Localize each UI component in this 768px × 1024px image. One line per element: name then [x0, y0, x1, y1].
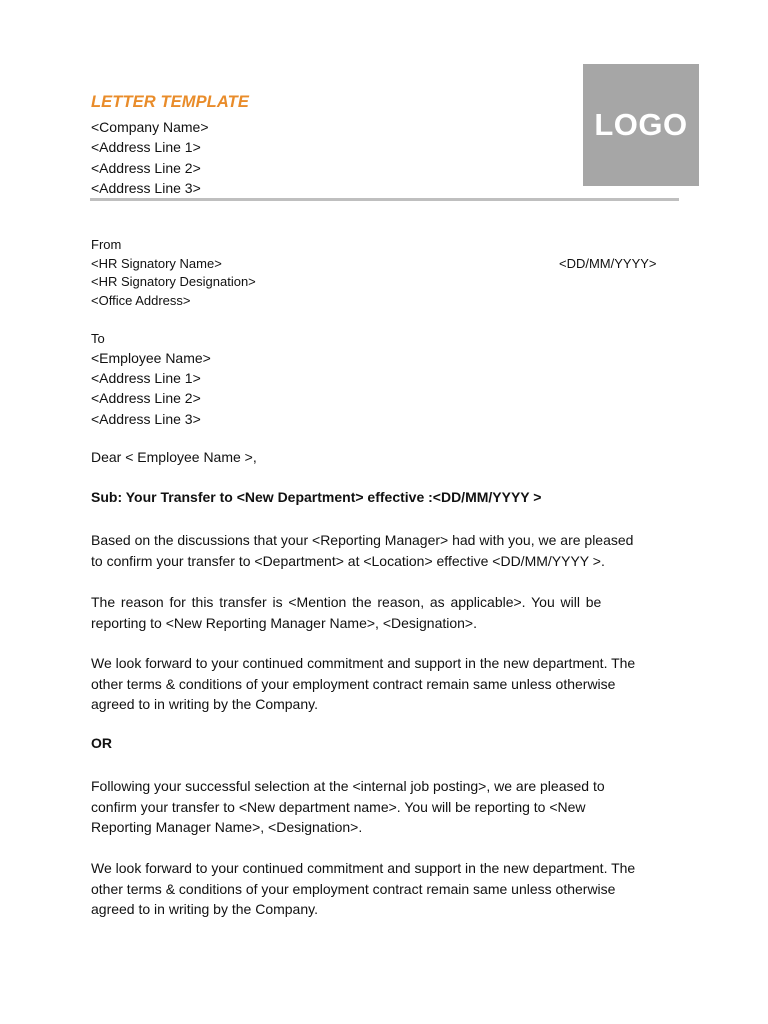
- hr-signatory-designation: <HR Signatory Designation>: [91, 274, 256, 290]
- or-separator: OR: [91, 735, 112, 751]
- recipient-address-line-3: <Address Line 3>: [91, 410, 201, 427]
- office-address: <Office Address>: [91, 293, 191, 309]
- paragraph-line: Reporting Manager Name>, <Designation>.: [91, 819, 363, 835]
- paragraph-line: other terms & conditions of your employment contract remain same unless otherwise: [91, 880, 616, 897]
- paragraph-line: confirm your transfer to <New department name>. You will be reporting to <New: [91, 798, 586, 815]
- paragraph-line: agreed to in writing by the Company.: [91, 696, 318, 712]
- letter-date: <DD/MM/YYYY>: [559, 256, 657, 271]
- paragraph-commitment-alt: [91, 858, 677, 920]
- recipient-address-line-1: <Address Line 1>: [91, 370, 201, 387]
- subject-line: Sub: Your Transfer to <New Department> effective :<DD/MM/YYYY >: [91, 489, 542, 505]
- logo-placeholder: [583, 64, 699, 186]
- employee-name: <Employee Name>: [91, 350, 211, 366]
- from-label: From: [91, 237, 122, 252]
- letter-title: LETTER TEMPLATE: [91, 93, 249, 111]
- to-label: To: [91, 331, 105, 346]
- paragraph-line: agreed to in writing by the Company.: [91, 901, 318, 917]
- paragraph-confirmation: [91, 530, 677, 571]
- company-name: <Company Name>: [91, 119, 209, 135]
- recipient-address-line-2: <Address Line 2>: [91, 390, 201, 407]
- paragraph-line: Based on the discussions that your <Reporting Manager> had with you, we are pleased: [91, 532, 634, 548]
- company-address-line-1: <Address Line 1>: [91, 139, 201, 156]
- paragraph-line: to confirm your transfer to <Department> at <Location> effective <DD/MM/YYYY >.: [91, 552, 605, 569]
- paragraph-line: reporting to <New Reporting Manager Name>, <Designation>.: [91, 614, 477, 631]
- header-divider: [90, 198, 679, 201]
- paragraph-commitment: [91, 653, 677, 715]
- paragraph-line: Following your successful selection at the <internal job posting>, we are pleased to: [91, 778, 605, 794]
- paragraph-line: The reason for this transfer is <Mention the reason, as applicable>. You will be: [91, 594, 602, 610]
- paragraph-reason: [91, 592, 677, 633]
- recipient-block: [91, 330, 211, 429]
- logo-label: LOGO: [594, 107, 688, 142]
- salutation: Dear < Employee Name >,: [91, 449, 257, 465]
- company-address-block: [91, 117, 209, 198]
- hr-signatory-name: <HR Signatory Name>: [91, 255, 222, 271]
- sender-block: [91, 236, 256, 311]
- paragraph-line: other terms & conditions of your employment contract remain same unless otherwise: [91, 675, 616, 692]
- paragraph-line: We look forward to your continued commitment and support in the new department. The: [91, 860, 636, 876]
- company-address-line-3: <Address Line 3>: [91, 179, 201, 196]
- company-address-line-2: <Address Line 2>: [91, 159, 201, 176]
- paragraph-line: We look forward to your continued commitment and support in the new department. The: [91, 655, 636, 671]
- paragraph-internal-posting: [91, 776, 677, 838]
